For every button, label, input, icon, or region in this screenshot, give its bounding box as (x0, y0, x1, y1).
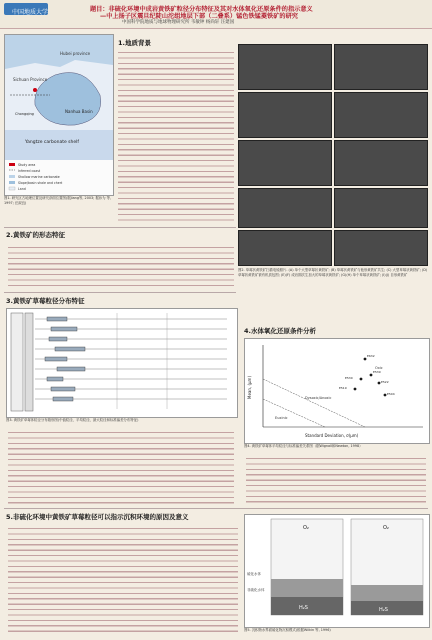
sulfide-model-drawing (245, 515, 429, 627)
map-label-shelf: Yangtze carbonate shelf (25, 140, 79, 145)
section3-title: 3.黄铁矿草莓粒径分布特征 (6, 297, 85, 305)
point-label-2: E530 (345, 376, 353, 380)
area-label-euxinic: Euxinic (275, 416, 288, 420)
legend-swatch-land (9, 187, 15, 190)
logo-text: 中国地质大学 (12, 9, 49, 16)
section1-title: 1.地质背景 (118, 39, 151, 47)
authors: 中国科学院地质与地球物理研究所 韦敏钟 杨尚轩 汪建国 (122, 20, 235, 25)
section4-title: 4.水体氧化还原条件分析 (244, 327, 316, 335)
map-caption: 图1. 研究区古地理位置及研究剖面位置图(据Jiang等, 2003; 据孙为 等, 1997; 汪淑良) (4, 196, 112, 205)
area-label-dysoxic: Dysoxic/Anoxic (305, 396, 332, 400)
sem-photo-c (238, 92, 332, 138)
x-axis-label: Standard Deviation, σ(μm) (305, 433, 359, 438)
section2-title: 2.黄铁矿的形态特征 (6, 231, 65, 239)
point-label-5: E504 (387, 392, 395, 396)
sem-photo-j (334, 230, 428, 266)
paleogeography-map (4, 34, 114, 196)
grain-size-drawing (7, 309, 237, 417)
sem-photo-g (238, 188, 332, 228)
point-label-1: E539 (373, 370, 381, 374)
sem-micrographs (238, 44, 428, 264)
grain-size-figure (6, 308, 238, 418)
sem-photo-h (334, 188, 428, 228)
sem-photo-f (334, 140, 428, 186)
h2s-label-right: H₂S (379, 607, 388, 613)
section5-text (8, 526, 238, 634)
legend-item-4: Land (18, 187, 26, 191)
diagram-right-title: 非硫化水体 (247, 588, 265, 592)
map-label-basin: Nanhua Basin (65, 109, 93, 114)
o2-label-left: O₂ (303, 525, 309, 531)
o2-label-right: O₂ (383, 525, 389, 531)
legend-item-3: Slope/basin shale and chert (18, 181, 63, 185)
section1-text (118, 50, 234, 225)
poster-header (0, 0, 432, 29)
legend-item-2: Shallow marine carbonate (18, 175, 60, 179)
h2s-label-left: H₂S (299, 605, 308, 611)
legend-item-0: Study area (18, 163, 36, 167)
sem-photo-d (334, 92, 428, 138)
divider (4, 508, 428, 509)
divider (4, 292, 236, 293)
map-drawing (5, 35, 113, 195)
sulfide-model-diagram (244, 514, 430, 628)
divider (4, 227, 236, 228)
point-label-4: E519 (339, 386, 347, 390)
legend-swatch-shale (9, 181, 15, 184)
legend-item-1: Inferred coast (18, 169, 41, 173)
sem-photo-a (238, 44, 332, 90)
point-label-3: E522 (381, 380, 389, 384)
section3-text (8, 430, 234, 506)
grain-size-caption: 图3. 黄铁矿草莓体粒径分布箱形图(中值粒径、平均粒径、最大粒径和标准偏差分布特征) (6, 418, 139, 422)
sem-caption: 图2. 草莓状黄铁矿扫描电镜照片. (A) 单个大型草莓状黄铁矿; (B) 草莓状黄铁矿与他形黄铁矿共生; (C) 大型草莓状黄铁矿; (D) 草莓状黄铁矿被有机质包围; (E)(F) 成岩期次生加大的草莓状黄铁矿; (G)(H) 单个草莓状黄铁矿; (I)(J) 自形黄铁矿 (238, 268, 428, 277)
legend-swatch-carbonate (9, 175, 15, 178)
map-label-sichuan: Sichuan Province (13, 77, 48, 82)
poster-subtitle: —中上扬子区震旦纪陡山沱组地层下部（二叠系）锰色铁锰菱铁矿的研究 (100, 13, 298, 20)
diagram-left-title: 硫化水体 (247, 572, 261, 576)
university-logo (4, 3, 48, 15)
sem-photo-b (334, 44, 428, 90)
sem-photo-e (238, 140, 332, 186)
redox-plot (244, 338, 430, 444)
section5-title: 5.非硫化环境中黄铁矿草莓粒径可以指示沉积环境的原因及意义 (6, 513, 189, 521)
sulfide-caption: 图5. 沉积物水界面硫化物沉积模式(根据Wilkin 等, 1996) (244, 628, 331, 632)
redox-plot-drawing (245, 339, 429, 443)
poster-title: 题目：非硫化环境中成岩黄铁矿粒径分布特征及其对水体氧化还原条件的指示意义 (90, 6, 313, 13)
area-label-oxic: Oxic (375, 366, 383, 370)
section2-text (8, 245, 234, 287)
point-label-0: E632 (367, 354, 375, 358)
y-axis-label: Mean, (μm) (247, 375, 252, 399)
map-label-city: Chongqing (15, 112, 34, 116)
section4-text (246, 456, 426, 504)
map-label-hubei: Hubei province (60, 51, 91, 56)
sem-photo-i (238, 230, 332, 266)
legend-swatch-study (9, 163, 15, 166)
redox-caption: 图4. 黄铁矿草莓体平均粒径与标准偏差关系图（据Wignall和Newton, 1998） (244, 444, 363, 448)
